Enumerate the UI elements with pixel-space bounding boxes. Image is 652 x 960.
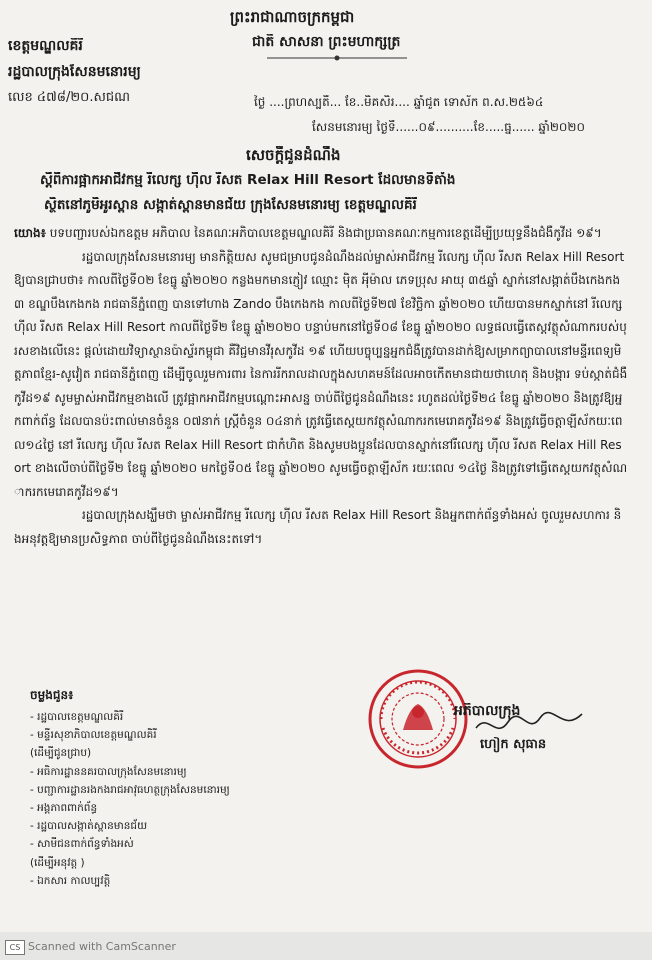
- closing-paragraph-text: រដ្ឋបាលក្រុងសង្ឃឹមថា ម្ចាស់អាជីវកម្ម រីលេក្ស ហ៊ីល រីសត Relax Hill Resort និងអ្នកពាក់ព័ន្ធទាំងអស់ ចូលរួមសហការ និងអនុវត្តឱ្យមានប្រសិទ្ធភាព ចាប់ពីថ្ងៃជូនដំណឹងនេះតទៅ។: [14, 508, 622, 546]
- province-name: ខេត្តមណ្ឌលគិរី: [8, 38, 83, 54]
- signatory-name: ហៀក សុធាន: [480, 737, 547, 752]
- document-title: សេចក្តីជូនដំណឹង: [246, 146, 341, 164]
- kingdom-heading: ព្រះរាជាណាចក្រកម្ពុជា: [230, 8, 355, 26]
- recipients-list: [30, 708, 230, 890]
- reference-number: លេខ ៤៧៨/២០.សជណ: [8, 90, 131, 105]
- recipients-heading: ចម្លងជូន៖: [30, 688, 74, 702]
- recipient-item: - ឯកសារ កាលប្បវត្តិ: [30, 874, 111, 887]
- signatory-title: អភិបាលក្រុង: [454, 703, 521, 719]
- administration-name: រដ្ឋបាលក្រុងសែនមនោរម្យ: [8, 64, 141, 80]
- solar-date: សែនមនោរម្យ ថ្ងៃទី......០៩..........ខែ.....ធ្នូ...... ឆ្នាំ២០២០: [312, 120, 585, 134]
- reference-label: យោង៖: [14, 226, 46, 240]
- closing-paragraph: [14, 504, 628, 551]
- main-paragraph-text: រដ្ឋបាលក្រុងសែនមនោរម្យ មានកិត្តិយស សូមជម្រាបជូនដំណឹងដល់ម្ចាស់អាជីវកម្ម រីលេក្ស ហ៊ីល រីសត Relax Hill Resort ឱ្យបានជ្រាបថា៖ កាលពីថ្ងៃទី០២ ខែធ្នូ ឆ្នាំ២០២០ កន្លងមកមានភ្ញៀវ ឈ្មោះ ម៉ិត អុីម៉ាល ភេទប្រុស អាយុ ៣៥ឆ្នាំ ស្នាក់នៅសង្កាត់បឹងកេងកង៣ ខណ្ឌបឹងកេងកង រាជធានីភ្នំពេញ បានទៅហាង Zando បឹងកេងកង កាលពីថ្ងៃទី២៧ ខែវិច្ឆិកា ឆ្នាំ២០២០ ហើយបានមកស្នាក់នៅ រីលេក្ស ហ៊ីល រីសត Relax Hill Resort កាលពីថ្ងៃទី២ ខែធ្នូ ឆ្នាំ២០២០ បន្ទាប់មកនៅថ្ងៃទី០៨ ខែធ្នូ ឆ្នាំ២០២០ លទ្ធផលធ្វើតេស្តវត្ថុសំណាករបស់បុរសខាងលើនេះ ផ្តល់ដោយវិទ្យាស្ថានប៉ាស្ទ័រកម្ពុជា គឺវិជ្ជមានវីរុសកូវីដ ១៩ ហើយបច្ចុប្បន្នអ្នកជំងឺត្រូវបានដាក់ឱ្យសម្រាកព្យាបាលនៅមន្ទីរពេទ្យមិត្តភាពខ្មែរ-សូវៀត រាជធានីភ្នំពេញ ដើម្បីចូលរួមការពារ នៃការរីករាលដាលក្នុងសហគមន៍ដែលអាចកើតមានជាយថាហេតុ និងបង្ការ ទប់ស្កាត់ជំងឺកូវីដ១៩ សូមម្ចាស់អាជីវកម្មខាងលើ ត្រូវផ្អាកអាជីវកម្មបណ្តោះអាសន្ន ចាប់ពីថ្ងៃជូនដំណឹងនេះ រហូតដល់ថ្ងៃទី២៤ ខែធ្នូ ឆ្នាំ២០២០ និងត្រូវឱ្យអ្នកពាក់ព័ន្ធ ដែលបានប៉ះពាល់មានចំនួន ០៧នាក់ ស្រ្តីចំនួន ០៤នាក់ ត្រូវធ្វើតេស្តយកវត្ថុសំណាករកមេរោគកូវីដ១៩ និងត្រូវធ្វើចត្តាឡីស័កយៈពេល១៤ថ្ងៃ នៅ រីលេក្ស ហ៊ីល រីសត Relax Hill Resort ជាកំហិត និងសូមបងប្អូនដែលបានស្នាក់នៅរីលេក្ស ហ៊ីល រីសត Relax Hill Resort ខាងលើចាប់ពីថ្ងៃទី២ ខែធ្នូ ឆ្នាំ២០២០ មកថ្ងៃទី០៥ ខែធ្នូ ឆ្នាំ២០២០ សូមធ្វើចត្តាឡីស័ក រយៈពេល ១៤ថ្ងៃ និងត្រូវទៅធ្វើតេស្តយកវត្ថុសំណាករកមេរោគកូវីដ១៩។: [14, 249, 628, 499]
- subject-line-1: ស្តីពីការផ្អាកអាជីវកម្ម រីលេក្ស ហ៊ីល រីសត Relax Hill Resort ដែលមានទីតាំង: [40, 172, 456, 188]
- subject-line-2: ស្ថិតនៅភូមិអូរស្ពាន សង្កាត់ស្ពានមានជ័យ ក្រុងសែនមនោរម្យ ខេត្តមណ្ឌលគិរី: [44, 197, 417, 213]
- recipient-item: - រដ្ឋបាលខេត្តមណ្ឌលគិរី: [30, 711, 124, 723]
- recipient-item: (ដើម្បីជូនជ្រាប): [30, 747, 92, 760]
- lunar-date: ថ្ងៃ ....ព្រហស្បតិ៍... ខែ..មិគសិរ.... ឆ្នាំជូត ទោស័ក ព.ស.២៥៦៤: [254, 95, 544, 109]
- camscanner-logo-icon: CS: [5, 940, 25, 955]
- main-paragraph: [14, 246, 628, 505]
- scanner-watermark: Scanned with CamScanner: [28, 940, 176, 953]
- recipient-item: - បញ្ជាការដ្ឋានរងកងរាជអាវុធហត្ថក្រុងសែនមនោរម្យ: [30, 783, 230, 796]
- document-body: [14, 222, 628, 551]
- motto-ornament: [262, 54, 412, 62]
- recipient-item: - អង្គភាពពាក់ព័ន្ធ: [30, 802, 98, 815]
- national-motto: ជាតិ សាសនា ព្រះមហាក្សត្រ: [252, 34, 401, 50]
- recipient-item: - មន្ទីរសុខាភិបាលខេត្តមណ្ឌលគិរី: [30, 729, 157, 742]
- recipient-item: (ដើម្បីអនុវត្ត ): [30, 856, 85, 869]
- reference-text: បទបញ្ជារបស់ឯកឧត្តម អភិបាល នៃគណៈអភិបាលខេត្តមណ្ឌលគិរី និងជាប្រធានគណៈកម្មការខេត្តដើម្បីប្រយុទ្ធនឹងជំងឺកូវីដ ១៩។: [49, 226, 602, 240]
- recipient-item: - អធិការដ្ឋាននគរបាលក្រុងសែនមនោរម្យ: [30, 765, 187, 778]
- recipient-item: - រដ្ឋបាលសង្កាត់ស្ពានមានជ័យ: [30, 820, 148, 833]
- recipient-item: - សាមីជនពាក់ព័ន្ធទាំងអស់: [30, 838, 134, 851]
- reference-paragraph: [14, 222, 628, 246]
